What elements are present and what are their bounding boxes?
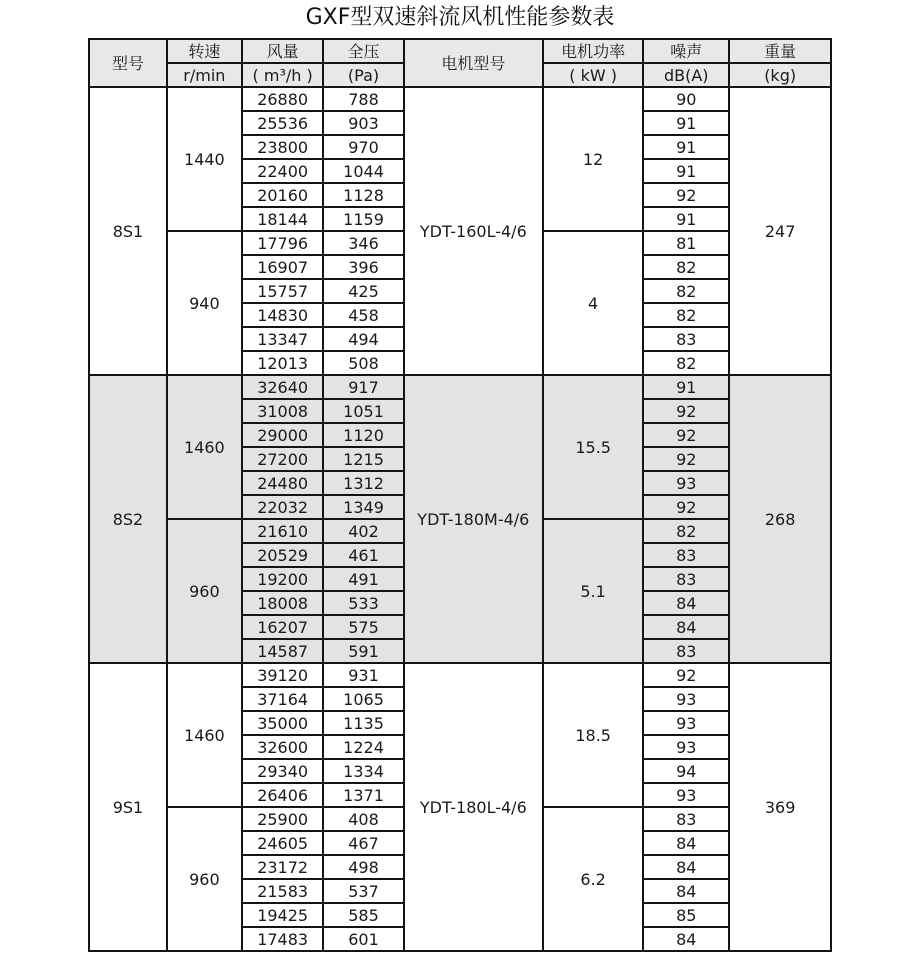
cell-noise: 93 xyxy=(643,783,729,807)
cell-airflow: 21583 xyxy=(242,879,324,903)
cell-airflow: 31008 xyxy=(242,399,324,423)
header-row-1 xyxy=(89,39,831,63)
table-body xyxy=(89,87,831,951)
cell-airflow: 24605 xyxy=(242,831,324,855)
cell-airflow: 32600 xyxy=(242,735,324,759)
cell-pressure: 931 xyxy=(323,663,403,687)
cell-airflow: 22032 xyxy=(242,495,324,519)
cell-weight: 369 xyxy=(729,663,831,951)
cell-model: 9S1 xyxy=(89,663,167,951)
col-header-noise: 噪声 xyxy=(643,39,729,63)
col-header-airflow: 风量 xyxy=(242,39,324,63)
cell-pressure: 408 xyxy=(323,807,403,831)
cell-noise: 81 xyxy=(643,231,729,255)
cell-noise: 84 xyxy=(643,879,729,903)
cell-pressure: 1312 xyxy=(323,471,403,495)
col-header-noise-unit: dB(A) xyxy=(643,63,729,87)
cell-noise: 92 xyxy=(643,423,729,447)
cell-pressure: 537 xyxy=(323,879,403,903)
cell-airflow: 39120 xyxy=(242,663,324,687)
cell-pressure: 585 xyxy=(323,903,403,927)
cell-noise: 84 xyxy=(643,591,729,615)
cell-speed: 960 xyxy=(167,807,242,951)
cell-airflow: 35000 xyxy=(242,711,324,735)
cell-pressure: 461 xyxy=(323,543,403,567)
cell-pressure: 508 xyxy=(323,351,403,375)
cell-noise: 83 xyxy=(643,543,729,567)
cell-pressure: 591 xyxy=(323,639,403,663)
cell-motor-model: YDT-180L-4/6 xyxy=(404,663,543,951)
cell-noise: 93 xyxy=(643,687,729,711)
cell-noise: 92 xyxy=(643,495,729,519)
cell-pressure: 498 xyxy=(323,855,403,879)
cell-speed: 960 xyxy=(167,519,242,663)
cell-noise: 93 xyxy=(643,735,729,759)
cell-noise: 84 xyxy=(643,927,729,951)
cell-noise: 92 xyxy=(643,447,729,471)
cell-weight: 268 xyxy=(729,375,831,663)
cell-noise: 83 xyxy=(643,807,729,831)
cell-pressure: 601 xyxy=(323,927,403,951)
cell-noise: 91 xyxy=(643,375,729,399)
cell-noise: 83 xyxy=(643,639,729,663)
page-title: GXF型双速斜流风机性能参数表 xyxy=(305,5,615,30)
col-header-pressure-unit: (Pa) xyxy=(323,63,403,87)
table-row xyxy=(89,375,831,399)
table-row xyxy=(89,663,831,687)
cell-speed: 940 xyxy=(167,231,242,375)
cell-airflow: 25900 xyxy=(242,807,324,831)
cell-pressure: 1135 xyxy=(323,711,403,735)
cell-airflow: 23800 xyxy=(242,135,324,159)
cell-pressure: 458 xyxy=(323,303,403,327)
cell-pressure: 917 xyxy=(323,375,403,399)
cell-pressure: 1159 xyxy=(323,207,403,231)
cell-noise: 91 xyxy=(643,135,729,159)
cell-airflow: 18008 xyxy=(242,591,324,615)
cell-noise: 93 xyxy=(643,471,729,495)
cell-airflow: 27200 xyxy=(242,447,324,471)
cell-airflow: 18144 xyxy=(242,207,324,231)
cell-airflow: 20529 xyxy=(242,543,324,567)
cell-airflow: 26406 xyxy=(242,783,324,807)
cell-power: 5.1 xyxy=(543,519,643,663)
cell-airflow: 37164 xyxy=(242,687,324,711)
cell-airflow: 19200 xyxy=(242,567,324,591)
cell-pressure: 788 xyxy=(323,87,403,111)
cell-pressure: 491 xyxy=(323,567,403,591)
col-header-speed: 转速 xyxy=(167,39,242,63)
col-header-motor-model: 电机型号 xyxy=(404,39,543,87)
cell-pressure: 1371 xyxy=(323,783,403,807)
cell-power: 4 xyxy=(543,231,643,375)
cell-pressure: 467 xyxy=(323,831,403,855)
cell-noise: 84 xyxy=(643,831,729,855)
cell-pressure: 1128 xyxy=(323,183,403,207)
cell-pressure: 533 xyxy=(323,591,403,615)
cell-noise: 91 xyxy=(643,207,729,231)
cell-speed: 1460 xyxy=(167,663,242,807)
cell-noise: 94 xyxy=(643,759,729,783)
cell-airflow: 22400 xyxy=(242,159,324,183)
cell-noise: 82 xyxy=(643,303,729,327)
cell-pressure: 1120 xyxy=(323,423,403,447)
cell-motor-model: YDT-180M-4/6 xyxy=(404,375,543,663)
cell-pressure: 494 xyxy=(323,327,403,351)
col-header-weight: 重量 xyxy=(729,39,831,63)
cell-noise: 91 xyxy=(643,159,729,183)
cell-airflow: 12013 xyxy=(242,351,324,375)
cell-noise: 92 xyxy=(643,183,729,207)
cell-pressure: 1334 xyxy=(323,759,403,783)
col-header-airflow-unit: ( m³/h ) xyxy=(242,63,324,87)
cell-airflow: 20160 xyxy=(242,183,324,207)
cell-noise: 84 xyxy=(643,855,729,879)
cell-noise: 83 xyxy=(643,567,729,591)
cell-airflow: 29000 xyxy=(242,423,324,447)
cell-power: 15.5 xyxy=(543,375,643,519)
col-header-motor-power: 电机功率 xyxy=(543,39,643,63)
cell-pressure: 1349 xyxy=(323,495,403,519)
cell-airflow: 24480 xyxy=(242,471,324,495)
cell-speed: 1440 xyxy=(167,87,242,231)
cell-pressure: 346 xyxy=(323,231,403,255)
cell-pressure: 1044 xyxy=(323,159,403,183)
cell-noise: 82 xyxy=(643,255,729,279)
col-header-pressure: 全压 xyxy=(323,39,403,63)
cell-speed: 1460 xyxy=(167,375,242,519)
table-row xyxy=(89,87,831,111)
cell-pressure: 1065 xyxy=(323,687,403,711)
cell-pressure: 1051 xyxy=(323,399,403,423)
cell-airflow: 16907 xyxy=(242,255,324,279)
col-header-speed-unit: r/min xyxy=(167,63,242,87)
cell-airflow: 32640 xyxy=(242,375,324,399)
cell-airflow: 23172 xyxy=(242,855,324,879)
cell-airflow: 29340 xyxy=(242,759,324,783)
cell-noise: 83 xyxy=(643,327,729,351)
col-header-motor-power-unit: ( kW ) xyxy=(543,63,643,87)
cell-power: 18.5 xyxy=(543,663,643,807)
fan-params-table xyxy=(88,38,832,952)
cell-airflow: 17796 xyxy=(242,231,324,255)
cell-airflow: 19425 xyxy=(242,903,324,927)
cell-noise: 90 xyxy=(643,87,729,111)
cell-noise: 93 xyxy=(643,711,729,735)
cell-noise: 82 xyxy=(643,279,729,303)
cell-noise: 92 xyxy=(643,399,729,423)
cell-model: 8S1 xyxy=(89,87,167,375)
cell-airflow: 14587 xyxy=(242,639,324,663)
cell-airflow: 26880 xyxy=(242,87,324,111)
cell-pressure: 970 xyxy=(323,135,403,159)
cell-pressure: 425 xyxy=(323,279,403,303)
cell-power: 6.2 xyxy=(543,807,643,951)
cell-noise: 91 xyxy=(643,111,729,135)
cell-airflow: 13347 xyxy=(242,327,324,351)
cell-weight: 247 xyxy=(729,87,831,375)
col-header-weight-unit: (kg) xyxy=(729,63,831,87)
cell-airflow: 21610 xyxy=(242,519,324,543)
cell-noise: 92 xyxy=(643,663,729,687)
cell-pressure: 1215 xyxy=(323,447,403,471)
cell-airflow: 15757 xyxy=(242,279,324,303)
cell-noise: 82 xyxy=(643,519,729,543)
cell-airflow: 25536 xyxy=(242,111,324,135)
table-header xyxy=(89,39,831,87)
cell-pressure: 903 xyxy=(323,111,403,135)
cell-airflow: 16207 xyxy=(242,615,324,639)
cell-motor-model: YDT-160L-4/6 xyxy=(404,87,543,375)
cell-noise: 82 xyxy=(643,351,729,375)
cell-pressure: 575 xyxy=(323,615,403,639)
cell-noise: 85 xyxy=(643,903,729,927)
cell-power: 12 xyxy=(543,87,643,231)
cell-model: 8S2 xyxy=(89,375,167,663)
cell-noise: 84 xyxy=(643,615,729,639)
cell-pressure: 396 xyxy=(323,255,403,279)
cell-airflow: 17483 xyxy=(242,927,324,951)
cell-airflow: 14830 xyxy=(242,303,324,327)
cell-pressure: 1224 xyxy=(323,735,403,759)
cell-pressure: 402 xyxy=(323,519,403,543)
col-header-model: 型号 xyxy=(89,39,167,87)
